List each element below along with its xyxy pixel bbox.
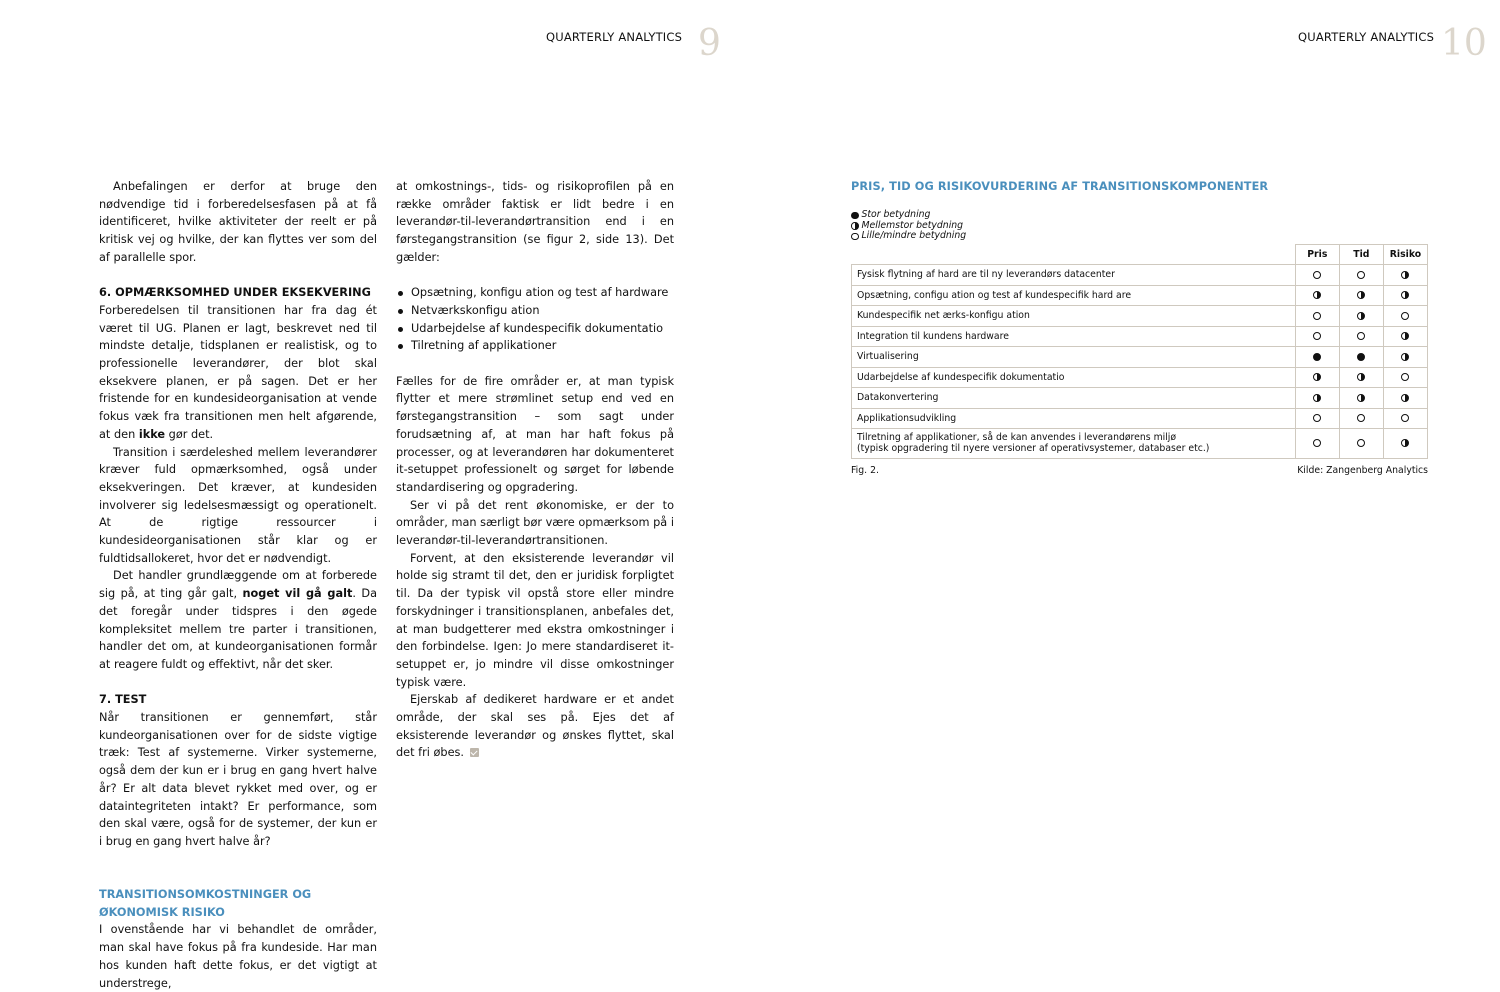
figure-legend (851, 210, 966, 242)
half-circle-icon (1313, 394, 1321, 402)
empty-circle-icon (1357, 414, 1365, 422)
list-item: Udarbejdelse af kundespecifik dokumentatio (396, 320, 674, 338)
rating-cell (1383, 306, 1427, 327)
paragraph: Ejerskab af dedikeret hardware er et andet område, der skal ses på. Ejes det af eksisterende leverandør og ønskes flyttet, skal det fri øbes. (396, 693, 674, 760)
rating-cell (1383, 388, 1427, 409)
right-page (750, 0, 1500, 950)
left-page (0, 0, 750, 990)
half-circle-icon (1401, 353, 1409, 361)
rating-cell (1339, 347, 1383, 368)
empty-circle-icon (1357, 439, 1365, 447)
table-row (852, 367, 1428, 388)
section-heading: 7. TEST (99, 693, 147, 707)
rating-cell (1295, 326, 1339, 347)
paragraph: at omkostnings-, tids- og risikoprofilen på en række områder faktisk er lidt bedre i en leverandør-til-leverandørtransition end i en førstegangstransition (se figur 2, side 13). Det gælder: (396, 180, 674, 264)
section-heading-blue: TRANSITIONSOMKOSTNINGER OG ØKONOMISK RISIKO (99, 888, 312, 919)
figure-source: Kilde: Zangenberg Analytics (1297, 465, 1428, 476)
end-of-article-icon (470, 748, 479, 757)
half-circle-icon (1313, 373, 1321, 381)
paragraph: Transition i særdeleshed mellem leverandører kræver fuld opmærksomhed, også under eksekveringen. Det kræver, at kundesiden involverer sig ledelsesmæssigt og operationelt. At de rigtige ressourcer i kundesideorganisationen står klar og er fuldtidsallokeret, hvor det er nødvendigt. (99, 445, 377, 565)
half-circle-icon (1401, 394, 1409, 402)
rating-cell (1339, 265, 1383, 286)
legend-item-small: Lille/mindre betydning (851, 231, 966, 242)
text-column-2 (396, 178, 674, 762)
running-head: QUARTERLY ANALYTICS (1298, 30, 1435, 44)
empty-circle-icon (1357, 271, 1365, 279)
rating-cell (1339, 367, 1383, 388)
list-item: Opsætning, konfigu ation og test af hardware (396, 284, 674, 302)
paragraph: I ovenstående har vi behandlet de områder, man skal have fokus på fra kundeside. Har man hos kunden haft dette fokus, er det vigtigt at understrege, (99, 923, 377, 990)
rating-cell (1383, 367, 1427, 388)
half-circle-icon (1357, 373, 1365, 381)
row-label: Kundespecifik net ærks-konfigu ation (852, 306, 1296, 327)
rating-cell (1383, 347, 1427, 368)
half-circle-icon (1401, 291, 1409, 299)
half-circle-icon (1357, 394, 1365, 402)
rating-cell (1295, 388, 1339, 409)
empty-circle-icon (1401, 312, 1409, 320)
page-number: 10 (1441, 23, 1487, 64)
rating-cell (1295, 265, 1339, 286)
rating-cell (1339, 306, 1383, 327)
empty-circle-icon (1313, 312, 1321, 320)
rating-cell (1295, 408, 1339, 429)
text-column-1 (99, 178, 377, 992)
paragraph: Når transitionen er gennemført, står kundeorganisationen over for de sidste vigtige træk: Test af systemerne. Virker systemerne, også dem der kun er i brug en gang hvert halve år? Er alt data blevet rykket med over, og er dataintegriteten intakt? Er performance, som den skal være, også for de systemer, der kun er i brug en gang hvert halve år? (99, 711, 377, 848)
row-label: Udarbejdelse af kundespecifik dokumentatio (852, 367, 1296, 388)
page-number: 9 (698, 23, 721, 64)
paragraph: Det handler grundlæggende om at forberede sig på, at ting går galt, noget vil gå galt. Da det foregår under tidspres i den øgede kompleksitet mellem tre parter i transitionen, handler det om, at kundeorganisationen formår at reagere fuldt og effektivt, når det sker. (99, 569, 377, 671)
empty-circle-icon (1313, 271, 1321, 279)
column-header-tid: Tid (1339, 245, 1383, 265)
running-head: QUARTERLY ANALYTICS (546, 30, 683, 44)
rating-cell (1383, 285, 1427, 306)
rating-cell (1339, 429, 1383, 459)
rating-cell (1383, 326, 1427, 347)
rating-cell (1295, 306, 1339, 327)
figure-caption: Fig. 2. (851, 465, 879, 476)
table-row (852, 326, 1428, 347)
section-heading: 6. OPMÆRKSOMHED UNDER EKSEKVERING (99, 286, 371, 300)
filled-circle-icon (1357, 353, 1365, 361)
table-row (852, 429, 1428, 459)
rating-cell (1339, 408, 1383, 429)
risk-assessment-table (851, 244, 1428, 459)
table-row (852, 388, 1428, 409)
rating-cell (1295, 285, 1339, 306)
row-label: Datakonvertering (852, 388, 1296, 409)
rating-cell (1383, 408, 1427, 429)
row-label: Applikationsudvikling (852, 408, 1296, 429)
row-label: Tilretning af applikationer, så de kan anvendes i leverandørens miljø (typisk opgradering til nyere versioner af operativsystemer, databaser etc.) (852, 429, 1296, 459)
row-label: Opsætning, configu ation og test af kundespecifik hard are (852, 285, 1296, 306)
list-item: Netværkskonfigu ation (396, 302, 674, 320)
empty-circle-icon (851, 233, 859, 241)
half-circle-icon (1401, 332, 1409, 340)
table-row (852, 265, 1428, 286)
half-circle-icon (851, 222, 859, 230)
table-row (852, 408, 1428, 429)
half-circle-icon (1313, 291, 1321, 299)
half-circle-icon (1401, 271, 1409, 279)
paragraph: Forberedelsen til transitionen har fra dag ét været til UG. Planen er lagt, beskrevet ned til mindste detalje, tidsplanen er realistisk, og to professionelle leverandører, der blot skal eksekvere planen, er på sagen. Det er her fristende for en kundesideorganisation at vende fokus væk fra transitionen men helt afgørende, at den ikke gør det. (99, 303, 377, 441)
half-circle-icon (1401, 439, 1409, 447)
empty-circle-icon (1313, 439, 1321, 447)
paragraph: Ser vi på det rent økonomiske, er der to områder, man særligt bør være opmærksom på i leverandør-til-leverandørtransitionen. (396, 498, 674, 548)
filled-circle-icon (851, 212, 859, 220)
empty-circle-icon (1357, 332, 1365, 340)
rating-cell (1339, 285, 1383, 306)
table-row (852, 347, 1428, 368)
bullet-list (396, 284, 674, 355)
half-circle-icon (1357, 312, 1365, 320)
column-header-pris: Pris (1295, 245, 1339, 265)
empty-circle-icon (1313, 414, 1321, 422)
paragraph: Anbefalingen er derfor at bruge den nødvendige tid i forberedelsesfasen på at få identificeret, hvilke aktiviteter der reelt er på kritisk vej og hvilke, der kan flyttes ver som del af parallelle spor. (99, 180, 377, 264)
column-header-risiko: Risiko (1383, 245, 1427, 265)
empty-circle-icon (1313, 332, 1321, 340)
filled-circle-icon (1313, 353, 1321, 361)
table-row (852, 306, 1428, 327)
paragraph: Forvent, at den eksisterende leverandør vil holde sig stramt til det, den er juridisk forpligtet til. Da der typisk vil opstå store eller mindre forskydninger i transitionsplanen, anbefales det, at man budgetterer med ekstra omkostninger i den forbindelse. Igen: Jo mere standardiseret it-setuppet er, jo mindre vil disse omkostninger typisk være. (396, 551, 674, 689)
rating-cell (1339, 326, 1383, 347)
empty-circle-icon (1401, 373, 1409, 381)
figure-title: PRIS, TID OG RISIKOVURDERING AF TRANSITIONSKOMPONENTER (851, 180, 1269, 193)
rating-cell (1383, 429, 1427, 459)
rating-cell (1295, 347, 1339, 368)
rating-cell (1295, 367, 1339, 388)
table-row (852, 285, 1428, 306)
legend-item-large: Stor betydning (851, 210, 966, 221)
legend-item-medium: Mellemstor betydning (851, 221, 966, 232)
rating-cell (1295, 429, 1339, 459)
rating-cell (1383, 265, 1427, 286)
empty-circle-icon (1401, 414, 1409, 422)
list-item: Tilretning af applikationer (396, 337, 674, 355)
rating-cell (1339, 388, 1383, 409)
row-label: Virtualisering (852, 347, 1296, 368)
paragraph: Fælles for de fire områder er, at man typisk flytter et mere strømlinet setup end ved en førstegangstransition – som sagt under forudsætning af, at man har haft fokus på processer, og at leverandøren har dokumenteret it-setuppet professionelt og sørget for løbende standardisering og opgradering. (396, 374, 674, 494)
row-label: Fysisk flytning af hard are til ny leverandørs datacenter (852, 265, 1296, 286)
row-label: Integration til kundens hardware (852, 326, 1296, 347)
half-circle-icon (1357, 291, 1365, 299)
